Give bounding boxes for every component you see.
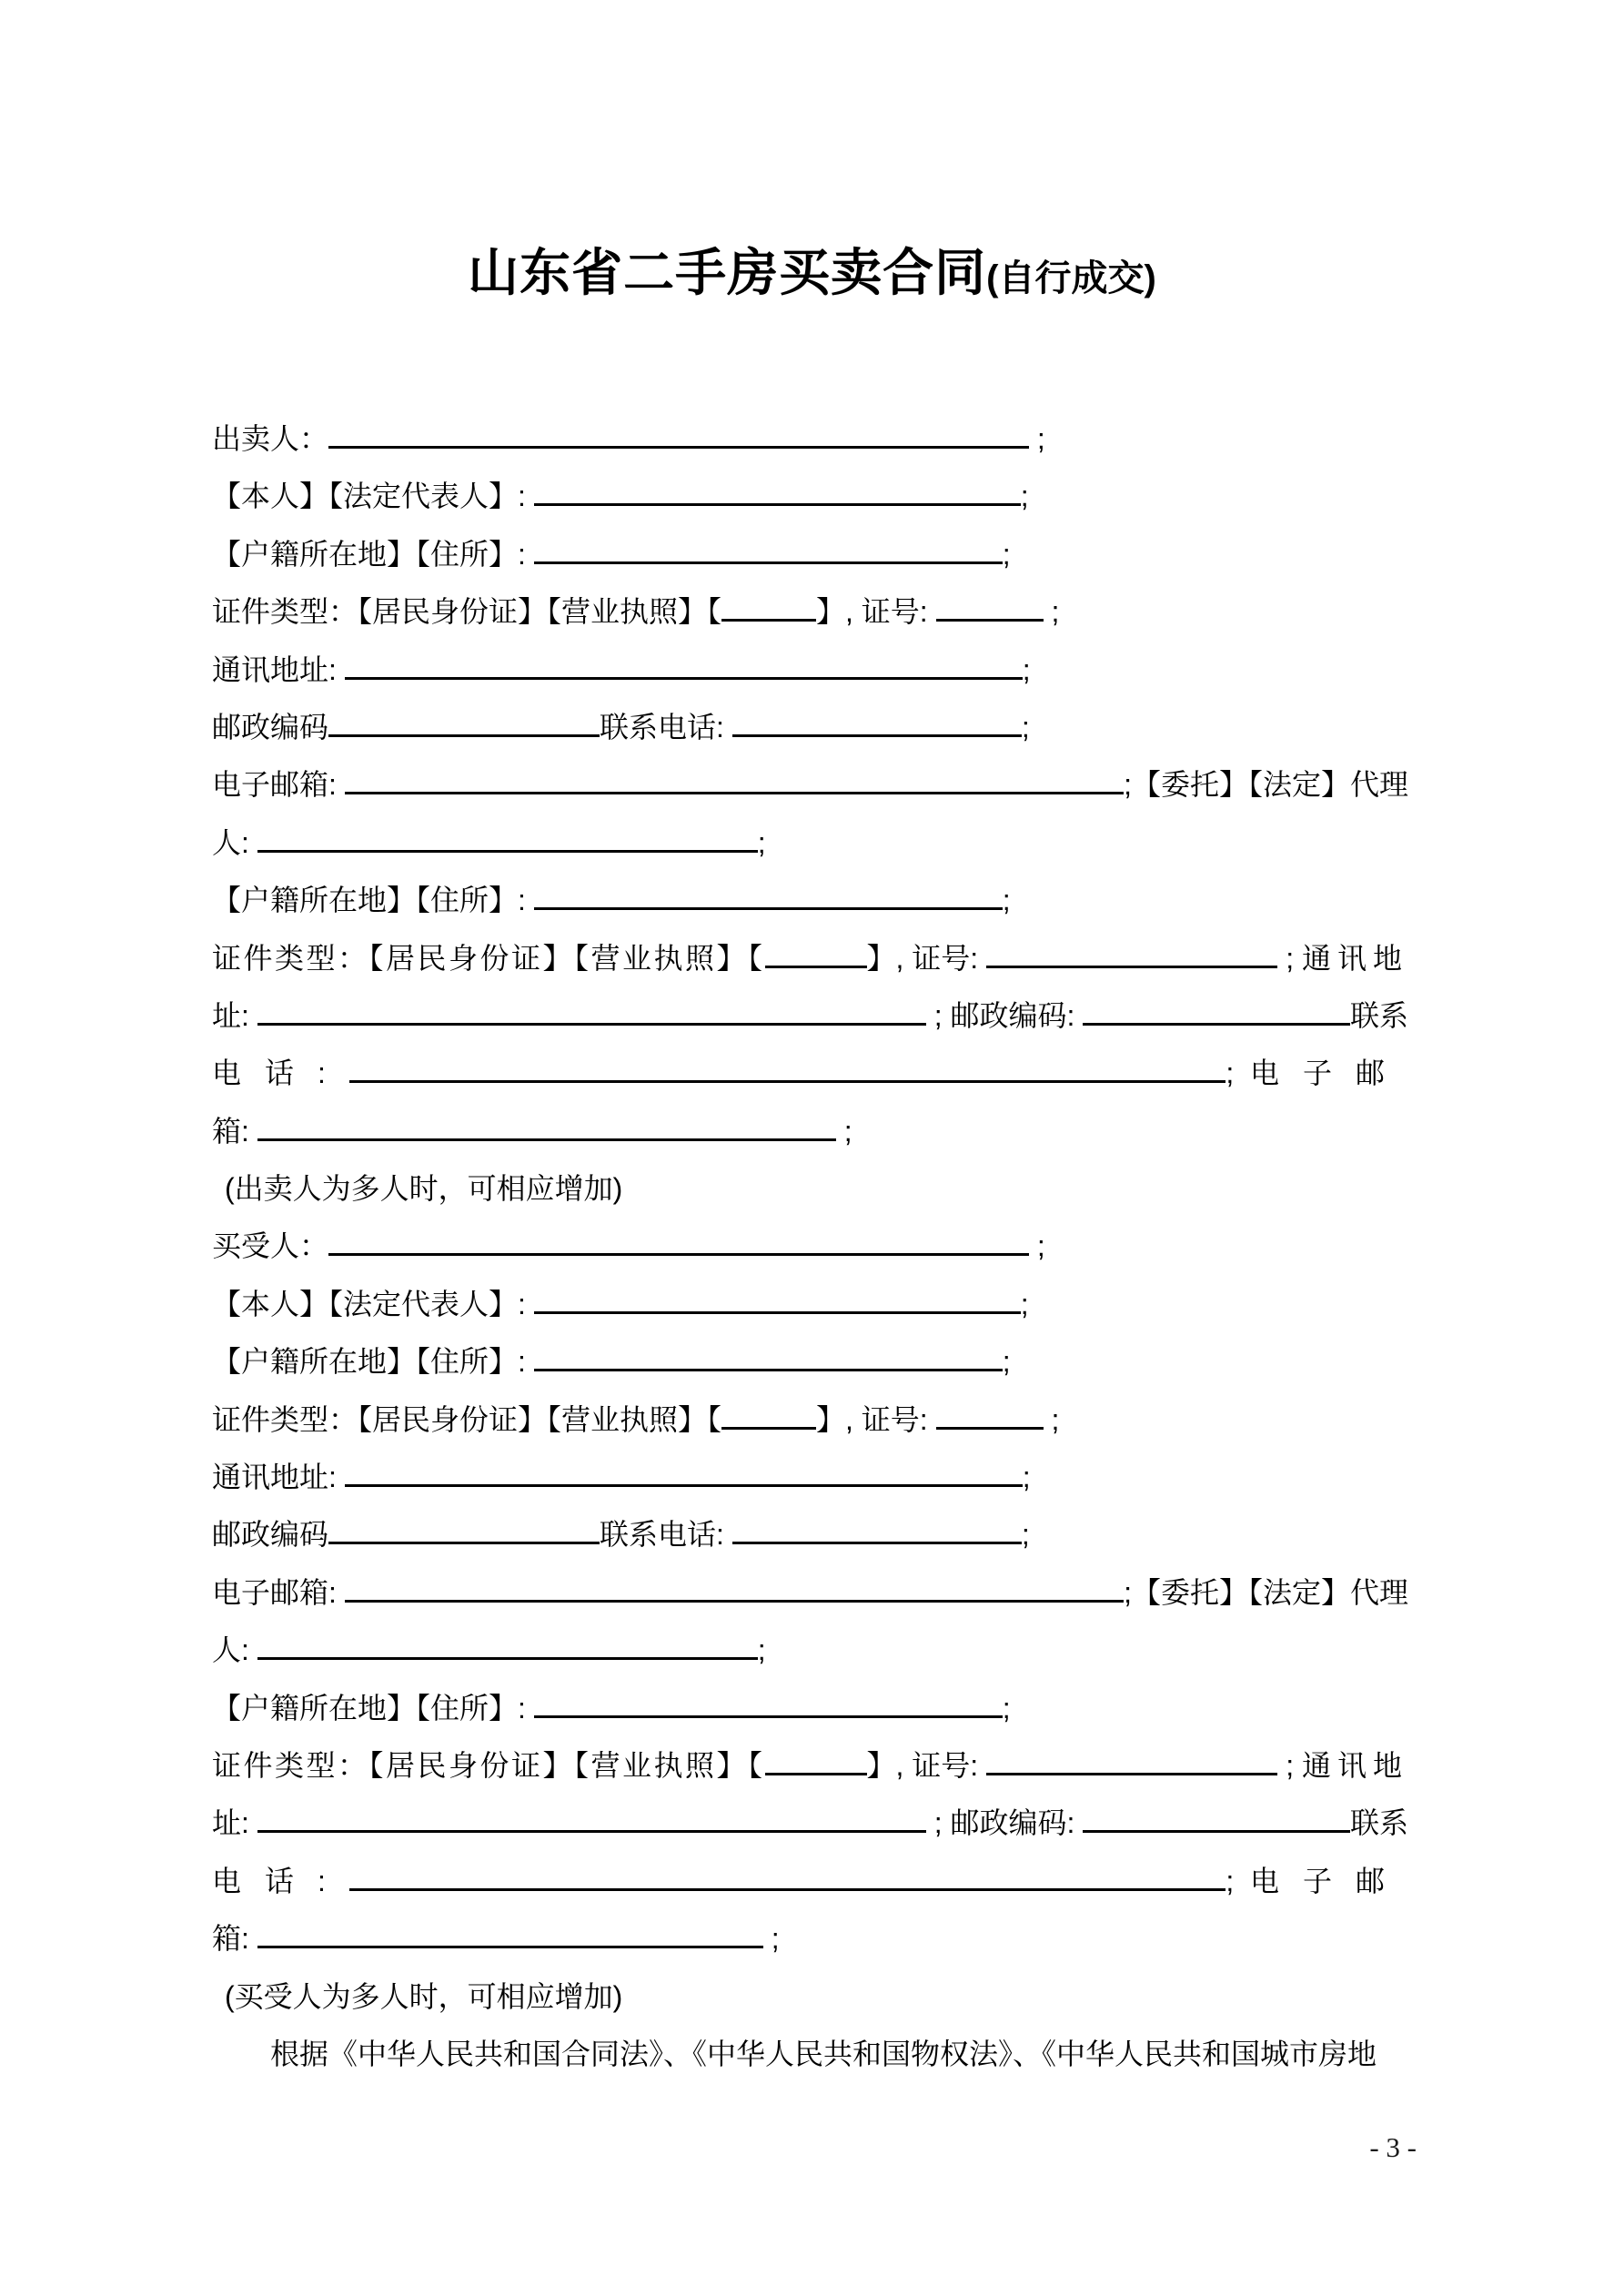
form-text: 】, 证号: xyxy=(866,1748,987,1782)
form-text: 联系 xyxy=(1349,998,1408,1032)
blank-field[interactable] xyxy=(345,792,1124,794)
blank-field[interactable] xyxy=(765,1773,867,1775)
form-text: (买受人为多人时，可相应增加) xyxy=(225,1979,623,2013)
form-text: 通讯地址: xyxy=(212,652,345,686)
form-line-12 xyxy=(212,1045,1408,1102)
form-text: 【本人】【法定代表人】: xyxy=(212,1287,534,1320)
blank-field[interactable] xyxy=(534,1715,1003,1718)
blank-field[interactable] xyxy=(328,734,600,737)
form-text: ; xyxy=(1043,1402,1060,1436)
form-line-16 xyxy=(212,1276,1408,1333)
form-line-10 xyxy=(212,930,1408,987)
blank-field[interactable] xyxy=(936,1427,1044,1430)
blank-field[interactable] xyxy=(765,966,867,968)
blank-field[interactable] xyxy=(328,1542,600,1544)
form-line-1 xyxy=(212,410,1408,468)
form-text: ; xyxy=(1002,884,1011,917)
form-text: ; xyxy=(757,825,766,859)
contract-body xyxy=(212,410,1408,2083)
blank-field[interactable] xyxy=(534,1369,1003,1371)
form-text: 箱: xyxy=(212,1114,257,1148)
blank-field[interactable] xyxy=(534,561,1003,564)
form-line-2 xyxy=(212,468,1408,525)
form-line-11 xyxy=(212,987,1408,1045)
form-text: ; xyxy=(1002,537,1011,571)
form-text: ; xyxy=(1020,1287,1029,1320)
form-text: ; xyxy=(1226,1057,1250,1090)
blank-field[interactable] xyxy=(936,619,1044,622)
form-line-7 xyxy=(212,756,1408,814)
form-text: 人: xyxy=(212,825,257,859)
document-title-subtitle: (自行成交) xyxy=(986,258,1156,298)
form-text: ; xyxy=(1043,595,1060,629)
form-line-22 xyxy=(212,1622,1408,1679)
form-text: 邮政编码 xyxy=(212,710,329,743)
form-text: 证件类型：【居民身份证】【营业执照】【 xyxy=(212,595,722,629)
form-text: ;【委托】【法定】代理 xyxy=(1124,1575,1408,1609)
form-text: 址: xyxy=(212,1806,257,1840)
form-line-14 xyxy=(212,1160,1408,1218)
form-text: 联系 xyxy=(1349,1806,1408,1840)
form-text: ; 邮政编码: xyxy=(925,998,1084,1032)
form-text: 联系电话: xyxy=(600,710,732,743)
form-line-24 xyxy=(212,1737,1408,1795)
blank-field[interactable] xyxy=(534,503,1021,506)
form-text: ; xyxy=(762,1922,780,1956)
blank-field[interactable] xyxy=(534,907,1003,910)
blank-field[interactable] xyxy=(257,1023,926,1026)
blank-field[interactable] xyxy=(986,1773,1277,1775)
form-text: 证件类型：【居民身份证】【营业执照】【 xyxy=(212,941,765,975)
form-text: 【户籍所在地】【住所】: xyxy=(212,537,534,571)
blank-field[interactable] xyxy=(534,1311,1021,1314)
form-text: 通讯地 xyxy=(1301,1748,1408,1782)
blank-field[interactable] xyxy=(328,446,1029,449)
document-title xyxy=(0,233,1624,306)
form-line-15 xyxy=(212,1218,1408,1275)
form-text: ; xyxy=(757,1633,766,1667)
form-text: 【本人】【法定代表人】: xyxy=(212,480,534,513)
form-line-21 xyxy=(212,1564,1408,1622)
form-text: 电子邮 xyxy=(1249,1057,1408,1090)
form-text: ;【委托】【法定】代理 xyxy=(1124,768,1408,802)
form-line-23 xyxy=(212,1680,1408,1737)
form-text: 【户籍所在地】【住所】: xyxy=(212,1691,534,1725)
form-text: 电子邮箱: xyxy=(212,768,345,802)
form-text: 电话: xyxy=(212,1864,349,1897)
form-text: ; xyxy=(1277,941,1302,975)
form-text: 】, 证号: xyxy=(816,1402,936,1436)
form-text: 买受人： xyxy=(212,1229,329,1263)
blank-field[interactable] xyxy=(986,966,1277,968)
form-text: ; xyxy=(1021,1518,1030,1552)
form-text: 电子邮箱: xyxy=(212,1575,345,1609)
form-line-19 xyxy=(212,1449,1408,1506)
form-line-28 xyxy=(212,1968,1408,2026)
form-line-20 xyxy=(212,1506,1408,1563)
blank-field[interactable] xyxy=(345,1600,1124,1603)
form-text: ; xyxy=(1226,1864,1250,1897)
form-line-8 xyxy=(212,814,1408,872)
blank-field[interactable] xyxy=(345,677,1023,680)
form-text: 【户籍所在地】【住所】: xyxy=(212,1345,534,1379)
blank-field[interactable] xyxy=(257,1657,758,1660)
blank-field[interactable] xyxy=(257,850,758,853)
blank-field[interactable] xyxy=(349,1888,1226,1891)
form-text: 联系电话: xyxy=(600,1518,732,1552)
form-line-25 xyxy=(212,1795,1408,1852)
blank-field[interactable] xyxy=(257,1946,763,1948)
blank-field[interactable] xyxy=(257,1138,836,1141)
form-text: 电子邮 xyxy=(1249,1864,1408,1897)
blank-field[interactable] xyxy=(328,1253,1029,1256)
form-text: 址: xyxy=(212,998,257,1032)
form-text: ; xyxy=(1002,1345,1011,1379)
blank-field[interactable] xyxy=(345,1484,1023,1487)
form-line-4 xyxy=(212,583,1408,641)
blank-field[interactable] xyxy=(1083,1023,1350,1026)
blank-field[interactable] xyxy=(349,1080,1226,1083)
form-text: 电话: xyxy=(212,1057,349,1090)
form-text: ; xyxy=(1022,1461,1031,1494)
form-line-26 xyxy=(212,1853,1408,1910)
page-number: - 3 - xyxy=(1369,2131,1417,2163)
form-text: 根据《中华人民共和国合同法》、《中华人民共和国物权法》、《中华人民共和国城市房地 xyxy=(270,2037,1377,2070)
form-line-6 xyxy=(212,699,1408,756)
blank-field[interactable] xyxy=(732,734,1022,737)
form-line-13 xyxy=(212,1103,1408,1160)
form-text: ; xyxy=(1021,710,1030,743)
form-text: 出卖人： xyxy=(212,422,329,455)
form-line-5 xyxy=(212,642,1408,699)
form-line-29 xyxy=(212,2026,1408,2083)
form-text: ; xyxy=(1002,1691,1011,1725)
form-text: 证件类型：【居民身份证】【营业执照】【 xyxy=(212,1402,722,1436)
form-text: ; xyxy=(835,1114,852,1148)
form-line-17 xyxy=(212,1333,1408,1391)
form-text: ; xyxy=(1277,1748,1302,1782)
form-text: ; xyxy=(1022,652,1031,686)
form-text: ; xyxy=(1029,1229,1045,1263)
form-line-18 xyxy=(212,1391,1408,1449)
form-text: 通讯地 xyxy=(1301,941,1408,975)
form-text: 】, 证号: xyxy=(866,941,987,975)
form-text: 箱: xyxy=(212,1922,257,1956)
form-text: ; xyxy=(1020,480,1029,513)
form-text: ; 邮政编码: xyxy=(925,1806,1084,1840)
form-line-3 xyxy=(212,526,1408,583)
form-text: ; xyxy=(1029,422,1045,455)
document-title-main: 山东省二手房买卖合同 xyxy=(468,244,987,301)
form-text: 邮政编码 xyxy=(212,1518,329,1552)
form-text: 人: xyxy=(212,1633,257,1667)
form-line-9 xyxy=(212,872,1408,929)
blank-field[interactable] xyxy=(721,619,816,622)
form-line-27 xyxy=(212,1910,1408,1967)
form-text: 通讯地址: xyxy=(212,1461,345,1494)
blank-field[interactable] xyxy=(1083,1830,1350,1833)
form-text: 】, 证号: xyxy=(816,595,936,629)
blank-field[interactable] xyxy=(732,1542,1022,1544)
blank-field[interactable] xyxy=(721,1427,816,1430)
form-text: 【户籍所在地】【住所】: xyxy=(212,884,534,917)
form-text: 证件类型：【居民身份证】【营业执照】【 xyxy=(212,1748,765,1782)
form-text: (出卖人为多人时，可相应增加) xyxy=(225,1172,623,1206)
blank-field[interactable] xyxy=(257,1830,926,1833)
